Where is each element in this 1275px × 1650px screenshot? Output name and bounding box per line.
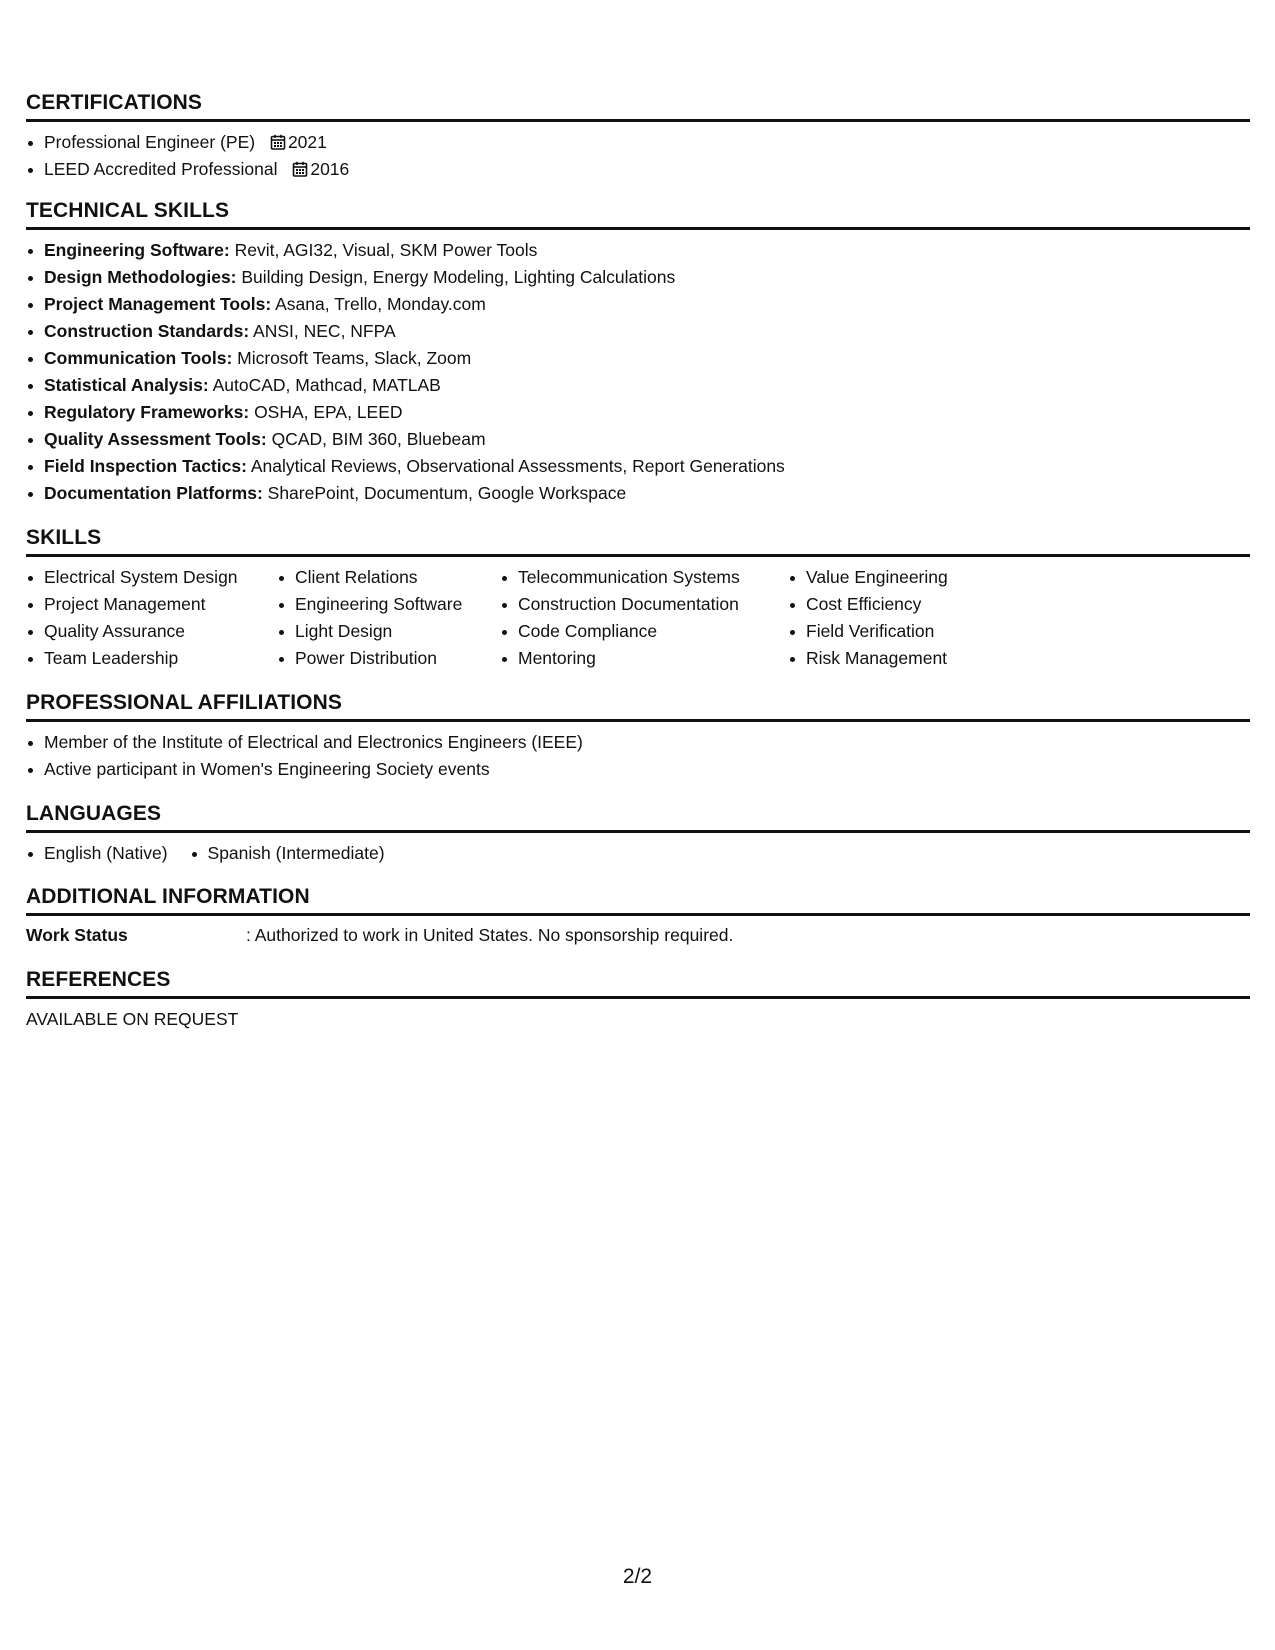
list-item: Mentoring: [500, 645, 788, 672]
list-item: Spanish (Intermediate): [190, 840, 385, 867]
section-title-references: REFERENCES: [26, 968, 1250, 999]
list-item: [26, 156, 1250, 183]
info-row: [26, 922, 1250, 949]
skill-category-value: AutoCAD, Mathcad, MATLAB: [208, 375, 441, 395]
certifications-list: [26, 129, 1250, 183]
references-text: AVAILABLE ON REQUEST: [26, 1009, 239, 1029]
additional-information-section: [26, 885, 1250, 949]
skill-category-label: Project Management Tools:: [44, 294, 272, 314]
technical-skills-list: [26, 237, 1250, 507]
skill-category-label: Communication Tools:: [44, 348, 233, 368]
list-item: Code Compliance: [500, 618, 788, 645]
certification-year: 2016: [310, 159, 350, 179]
list-item: Team Leadership: [26, 645, 277, 672]
section-title-technical-skills: TECHNICAL SKILLS: [26, 199, 1250, 230]
list-item: Engineering Software: [277, 591, 500, 618]
skill-category-label: Quality Assessment Tools:: [44, 429, 267, 449]
skill-category-label: Statistical Analysis:: [44, 375, 209, 395]
calendar-icon: [292, 161, 308, 177]
skill-category-label: Regulatory Frameworks:: [44, 402, 250, 422]
list-item: Field Verification: [788, 618, 988, 645]
section-title-certifications: CERTIFICATIONS: [26, 91, 1250, 122]
certification-date: [270, 132, 327, 152]
page-number: 2/2: [622, 1565, 653, 1588]
skills-column: [788, 564, 988, 672]
list-item: [26, 318, 1250, 345]
skill-category-value: SharePoint, Documentum, Google Workspace: [262, 483, 627, 503]
certification-name: Professional Engineer (PE): [44, 132, 256, 152]
affiliations-list: [26, 729, 1250, 783]
skill-category-value: ANSI, NEC, NFPA: [249, 321, 396, 341]
list-item: [26, 453, 1250, 480]
list-item: Active participant in Women's Engineering Society events: [26, 756, 1250, 783]
list-item: Electrical System Design: [26, 564, 277, 591]
skill-category-value: Microsoft Teams, Slack, Zoom: [232, 348, 472, 368]
list-item: Risk Management: [788, 645, 988, 672]
list-item: [26, 264, 1250, 291]
skill-category-value: OSHA, EPA, LEED: [249, 402, 403, 422]
affiliations-section: [26, 691, 1250, 783]
skill-category-label: Construction Standards:: [44, 321, 250, 341]
list-item: Member of the Institute of Electrical and Electronics Engineers (IEEE): [26, 729, 1250, 756]
certification-year: 2021: [287, 132, 327, 152]
list-item: Telecommunication Systems: [500, 564, 788, 591]
list-item: English (Native): [26, 840, 168, 867]
skill-category-value: Asana, Trello, Monday.com: [271, 294, 486, 314]
skills-column: [26, 564, 277, 672]
skill-category-value: Building Design, Energy Modeling, Lighting Calculations: [236, 267, 676, 287]
skill-category-value: Analytical Reviews, Observational Assessments, Report Generations: [246, 456, 785, 476]
list-item: [26, 480, 1250, 507]
languages-section: [26, 802, 1250, 867]
list-item: Quality Assurance: [26, 618, 277, 645]
list-item: Light Design: [277, 618, 500, 645]
info-key: Work Status: [26, 925, 128, 945]
list-item: [26, 399, 1250, 426]
skill-category-value: Revit, AGI32, Visual, SKM Power Tools: [229, 240, 538, 260]
list-item: [26, 426, 1250, 453]
calendar-icon: [270, 134, 286, 150]
section-title-languages: LANGUAGES: [26, 802, 1250, 833]
section-title-skills: SKILLS: [26, 526, 1250, 557]
skills-column: [277, 564, 500, 672]
list-item: Client Relations: [277, 564, 500, 591]
section-title-additional-information: ADDITIONAL INFORMATION: [26, 885, 1250, 916]
certification-name: LEED Accredited Professional: [44, 159, 278, 179]
list-item: [26, 237, 1250, 264]
list-item: [26, 372, 1250, 399]
skills-grid: [26, 564, 1250, 672]
certifications-section: [26, 91, 1250, 183]
skills-section: [26, 526, 1250, 672]
references-section: [26, 968, 1250, 1033]
certification-date: [292, 159, 349, 179]
section-title-affiliations: PROFESSIONAL AFFILIATIONS: [26, 691, 1250, 722]
skill-category-value: QCAD, BIM 360, Bluebeam: [266, 429, 486, 449]
skill-category-label: Design Methodologies:: [44, 267, 237, 287]
list-item: Power Distribution: [277, 645, 500, 672]
list-item: Cost Efficiency: [788, 591, 988, 618]
list-item: Project Management: [26, 591, 277, 618]
skills-column: [500, 564, 788, 672]
list-item: Construction Documentation: [500, 591, 788, 618]
skill-category-label: Engineering Software:: [44, 240, 230, 260]
list-item: [26, 129, 1250, 156]
list-item: [26, 345, 1250, 372]
technical-skills-section: [26, 199, 1250, 507]
info-value: : Authorized to work in United States. No sponsorship required.: [246, 925, 734, 945]
languages-list: [26, 840, 1250, 867]
list-item: Value Engineering: [788, 564, 988, 591]
skill-category-label: Documentation Platforms:: [44, 483, 263, 503]
list-item: [26, 291, 1250, 318]
skill-category-label: Field Inspection Tactics:: [44, 456, 247, 476]
